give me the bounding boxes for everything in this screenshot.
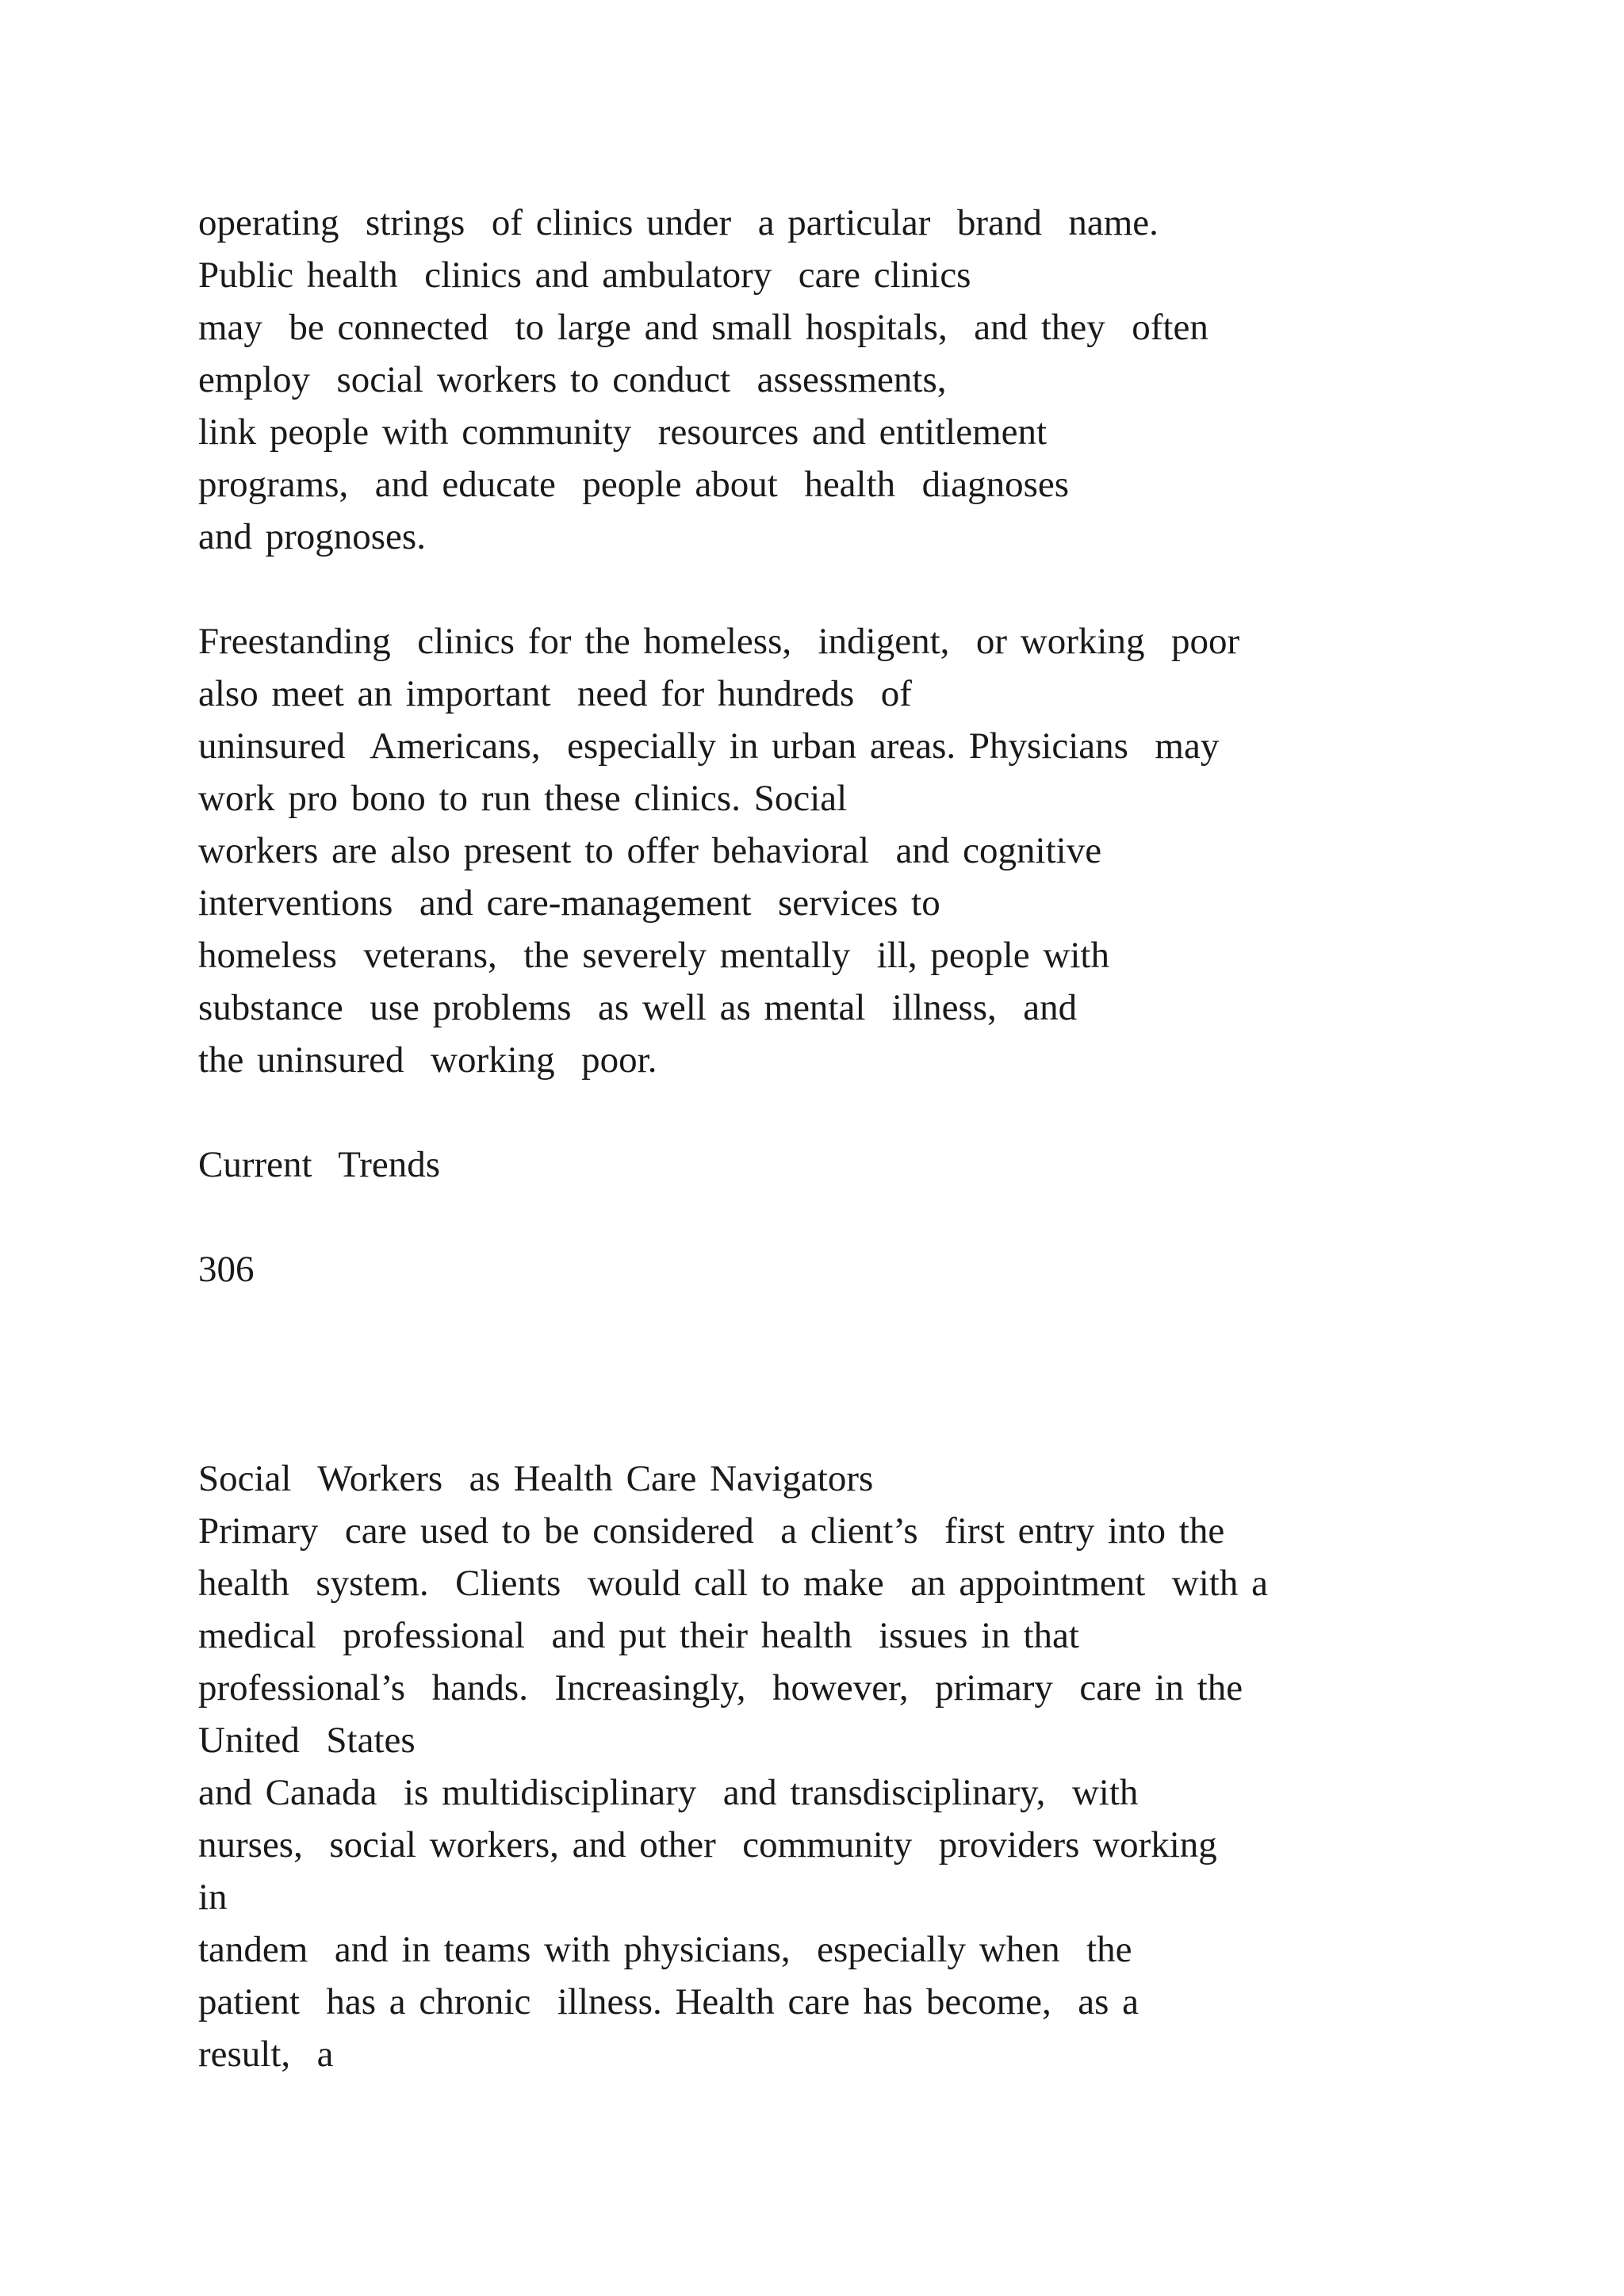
- paragraph-spacer: [198, 1086, 1507, 1138]
- text-line: patient has a chronic illness. Health care has become, as a: [198, 1981, 1139, 2022]
- text-line: Primary care used to be considered a client’s first entry into the: [198, 1510, 1225, 1552]
- paragraph-clinics: [198, 197, 1507, 563]
- text-line: may be connected to large and small hospitals, and they often: [198, 307, 1208, 348]
- text-line: workers are also present to offer behavioral and cognitive: [198, 830, 1102, 871]
- paragraph-primary-care: [198, 1505, 1507, 2080]
- text-line: substance use problems as well as mental illness, and: [198, 987, 1078, 1028]
- text-line: nurses, social workers, and other community providers working: [198, 1824, 1217, 1866]
- text-line: professional’s hands. Increasingly, however, primary care in the: [198, 1667, 1243, 1709]
- text-line: the uninsured working poor.: [198, 1039, 657, 1081]
- text-line: interventions and care-management services to: [198, 882, 940, 924]
- text-line: operating strings of clinics under a particular brand name.: [198, 202, 1159, 243]
- text-line: employ social workers to conduct assessments,: [198, 359, 947, 400]
- text-line: Public health clinics and ambulatory care clinics: [198, 254, 971, 296]
- text-line: health system. Clients would call to make an appointment with a: [198, 1563, 1268, 1604]
- text-line: link people with community resources and entitlement: [198, 411, 1048, 453]
- text-line: result, a: [198, 2034, 334, 2075]
- text-line: United States: [198, 1720, 416, 1761]
- text-line: programs, and educate people about health diagnoses: [198, 464, 1070, 505]
- text-line: work pro bono to run these clinics. Social: [198, 778, 848, 819]
- section-heading-navigators: Social Workers as Health Care Navigators: [198, 1458, 874, 1499]
- page-break-spacer: [198, 1295, 1507, 1452]
- text-line: and prognoses.: [198, 516, 426, 557]
- paragraph-freestanding-clinics: [198, 615, 1507, 1086]
- text-line: Freestanding clinics for the homeless, indigent, or working poor: [198, 621, 1240, 662]
- text-line: medical professional and put their health issues in that: [198, 1615, 1079, 1656]
- text-line: in: [198, 1877, 228, 1918]
- text-line: also meet an important need for hundreds of: [198, 673, 912, 714]
- text-line: and Canada is multidisciplinary and transdisciplinary, with: [198, 1772, 1139, 1813]
- page-number: 306: [198, 1249, 255, 1290]
- paragraph-spacer: [198, 563, 1507, 615]
- section-heading-current-trends: Current Trends: [198, 1144, 441, 1185]
- paragraph-spacer: [198, 1191, 1507, 1243]
- text-line: homeless veterans, the severely mentally ill, people with: [198, 935, 1109, 976]
- text-line: tandem and in teams with physicians, especially when the: [198, 1929, 1132, 1970]
- text-line: uninsured Americans, especially in urban areas. Physicians may: [198, 725, 1220, 767]
- page-content: [198, 197, 1507, 2080]
